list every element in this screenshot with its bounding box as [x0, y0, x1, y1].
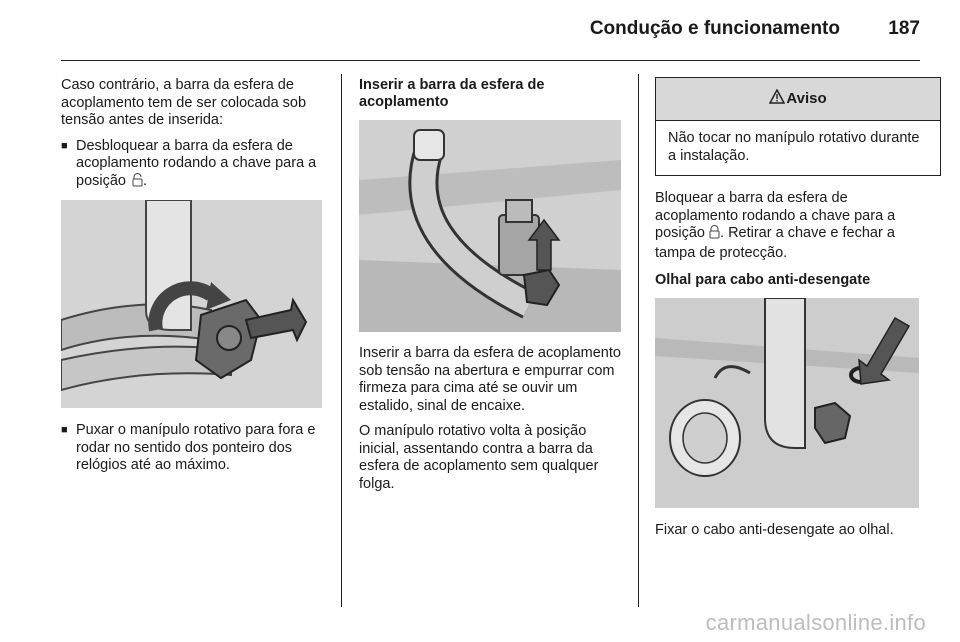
warning-text: Não tocar no manípulo rotativo durante a instalação. [668, 130, 920, 164]
page-title: Condução e funcionamento [589, 18, 840, 39]
column-divider-2 [638, 74, 639, 607]
section-heading: Inserir a barra da esfera de acoplamento [359, 77, 545, 110]
warning-triangle-icon [769, 89, 785, 109]
insert-ball-bar-figure [359, 120, 621, 332]
warning-header [656, 78, 940, 121]
bullet-item [61, 422, 327, 475]
unlock-knob-figure [61, 200, 322, 408]
body-text: Bloquear a barra da esfera de acoplamento rodando a chave para a posição [655, 190, 896, 241]
warning-box [655, 77, 941, 176]
watermark: carmanualsonline.info [705, 610, 926, 635]
bullet-text: Puxar o manípulo rotativo para fora e rodar no sentido dos ponteiro dos relógios até ao máximo. [76, 422, 316, 473]
body-text: . Retirar a chave e fechar a tampa de protecção. [655, 225, 895, 261]
warning-title: Aviso [786, 90, 827, 108]
bullet-mark: ■ [61, 424, 68, 436]
body-paragraph: Fixar o cabo anti-desengate ao olhal. [655, 522, 894, 538]
column-divider-1 [341, 74, 342, 607]
column-1 [61, 77, 327, 483]
body-paragraph: O manípulo rotativo volta à posição inicial, assentando contra a barra da esfera de acoplamento sem qualquer folga. [359, 423, 599, 492]
locked-padlock-icon [709, 225, 720, 245]
body-paragraph: Inserir a barra da esfera de acoplamento sob tensão na abertura e empurrar com firmeza para cima até se ouvir um estalido, sinal de encaixe. [359, 345, 621, 414]
unlocked-padlock-icon [132, 173, 143, 193]
cable-eyelet-figure [655, 298, 919, 508]
intro-paragraph: Caso contrário, a barra da esfera de acoplamento tem de ser colocada sob tensão antes de inserida: [61, 77, 307, 128]
column-2 [359, 77, 625, 501]
column-3 [655, 77, 925, 548]
bullet-end: . [143, 172, 148, 189]
body-paragraph [655, 190, 925, 262]
bullet-item [61, 138, 327, 193]
page-number: 187 [888, 18, 920, 39]
bullet-mark: ■ [61, 139, 68, 152]
section-heading: Olhal para cabo anti-desengate [655, 272, 871, 288]
bullet-text: Desbloquear a barra da esfera de acoplamento rodando a chave para a posição [76, 137, 317, 189]
header-rule [61, 60, 920, 61]
